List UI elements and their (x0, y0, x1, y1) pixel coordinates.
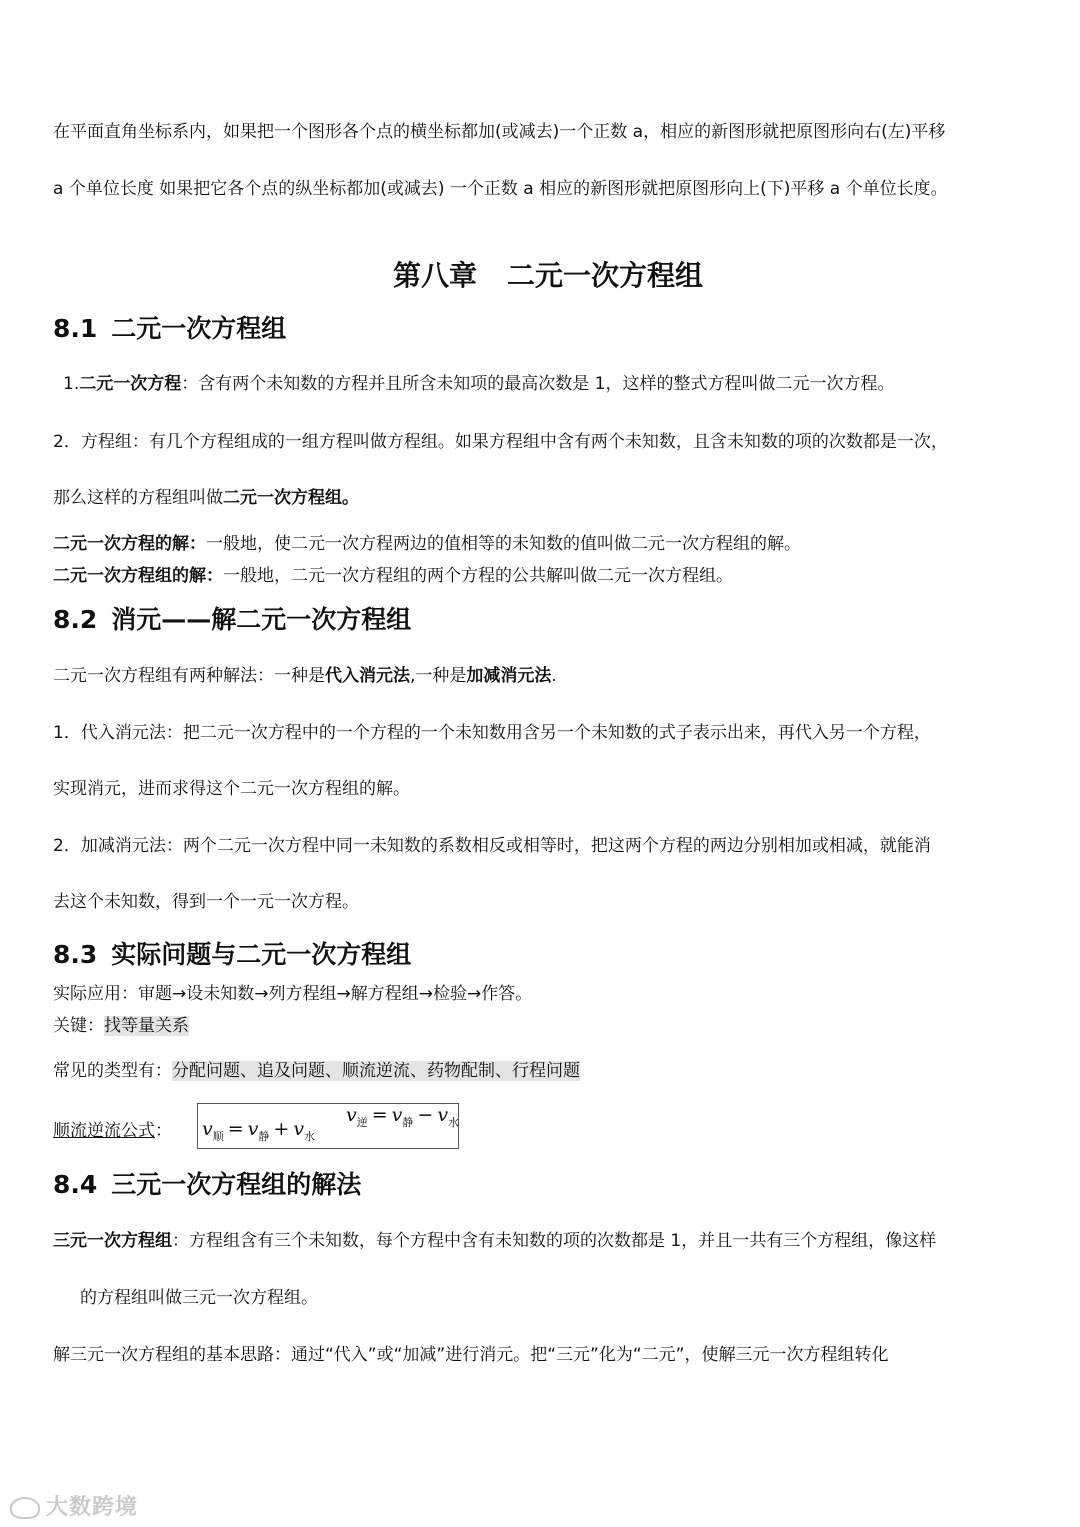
label: 常见的类型有： (53, 1061, 172, 1081)
subscript: 静 (258, 1129, 270, 1143)
s81-paragraph-4 (53, 564, 733, 588)
section-8-3-heading (53, 938, 411, 972)
highlighted-text: 分配问题、追及问题、顺流逆流、药物配制、行程问题 (172, 1061, 580, 1081)
section-title: 三元一次方程组的解法 (111, 1170, 362, 1199)
s83-paragraph-3 (53, 1059, 580, 1083)
s82-paragraph-2-line-1: 1．代入消元法：把二元一次方程中的一个方程的一个未知数用含另一个未知数的式子表示出来，再代入另一个方程， (53, 723, 931, 743)
term: 代入消元法 (325, 666, 410, 686)
s82-paragraph-2-line-2: 实现消元，进而求得这个二元一次方程组的解。 (53, 779, 410, 799)
section-number: 8.3 (53, 940, 98, 969)
subscript: 顺 (212, 1129, 224, 1143)
var: v (346, 1104, 357, 1126)
operator: − (417, 1104, 434, 1126)
intro-line-1: 在平面直角坐标系内，如果把一个图形各个点的横坐标都加(或减去)一个正数 a，相应的新图形就把原图形向右(左)平移 (53, 122, 946, 142)
term: 二元一次方程组。 (223, 488, 359, 508)
s82-paragraph-1 (53, 664, 557, 688)
s84-paragraph-2: 解三元一次方程组的基本思路：通过“代入”或“加减”进行消元。把“三元”化为“二元”，使解三元一次方程组转化 (53, 1345, 889, 1365)
watermark (10, 1490, 138, 1521)
s83-paragraph-2 (53, 1014, 189, 1038)
s81-paragraph-3 (53, 532, 801, 556)
intro-line-2: a 个单位长度 如果把它各个点的纵坐标都加(或减去) 一个正数 a 相应的新图形就把原图形向上(下)平移 a 个单位长度。 (53, 179, 948, 199)
colon: ： (155, 1121, 172, 1141)
var: v (391, 1104, 403, 1126)
s81-paragraph-2-line-1: 2．方程组：有几个方程组成的一组方程叫做方程组。如果方程组中含有两个未知数，且含未知数的项的次数都是一次， (53, 432, 948, 452)
subscript: 水 (304, 1129, 316, 1143)
section-title: 二元一次方程组 (111, 314, 287, 343)
term: 二元一次方程组的解： (53, 566, 223, 586)
var: v (202, 1118, 213, 1140)
definition: ：含有两个未知数的方程并且所含未知项的最高次数是 1，这样的整式方程叫做二元一次方程。 (181, 374, 895, 394)
definition: ：方程组含有三个未知数，每个方程中含有未知数的项的次数都是 1，并且一共有三个方程组，像这样 (172, 1231, 937, 1251)
term: 二元一次方程的解： (53, 534, 206, 554)
text: . (551, 666, 557, 686)
term: 二元一次方程 (79, 374, 182, 394)
operator: + (273, 1118, 290, 1140)
section-number: 8.4 (53, 1170, 98, 1199)
label: 关键： (53, 1016, 104, 1036)
section-8-4-heading (53, 1168, 361, 1202)
var: v (293, 1118, 305, 1140)
var: v (247, 1118, 259, 1140)
var: v (437, 1104, 449, 1126)
label: 顺流逆流公式 (53, 1121, 155, 1141)
section-number: 8.2 (53, 605, 98, 634)
logo-icon (10, 1497, 40, 1519)
s83-formula-label (53, 1119, 172, 1143)
section-title: 实际问题与二元一次方程组 (111, 940, 412, 969)
term: 三元一次方程组 (53, 1231, 172, 1251)
term: 加减消元法 (466, 666, 552, 686)
text: 二元一次方程组有两种解法：一种是 (53, 666, 325, 686)
s82-paragraph-3-line-1: 2．加减消元法：两个二元一次方程中同一未知数的系数相反或相等时，把这两个方程的两边分别相加或相减，就能消 (53, 836, 931, 856)
chapter-number: 第八章 (392, 259, 477, 292)
subscript: 水 (448, 1115, 460, 1129)
current-formula-box (197, 1103, 459, 1149)
section-number: 8.1 (53, 314, 98, 343)
chapter-title (0, 256, 1080, 296)
section-title: 消元——解二元一次方程组 (111, 605, 412, 634)
s82-paragraph-3-line-2: 去这个未知数，得到一个一元一次方程。 (53, 892, 359, 912)
subscript: 静 (402, 1115, 414, 1129)
upstream-formula (346, 1104, 459, 1130)
definition: 一般地，二元一次方程组的两个方程的公共解叫做二元一次方程组。 (223, 566, 733, 586)
downstream-formula (202, 1118, 315, 1144)
subscript: 逆 (356, 1115, 368, 1129)
section-8-2-heading (53, 603, 411, 637)
s81-paragraph-2-line-2 (53, 486, 359, 510)
chapter-name: 二元一次方程组 (507, 259, 704, 292)
operator: = (371, 1104, 388, 1126)
s84-paragraph-1-line-1 (53, 1229, 936, 1253)
s83-paragraph-1: 实际应用：审题→设未知数→列方程组→解方程组→检验→作答。 (53, 984, 533, 1004)
s84-paragraph-1-line-2: 的方程组叫做三元一次方程组。 (80, 1288, 318, 1308)
highlighted-text: 找等量关系 (104, 1016, 189, 1036)
item-number: 1. (63, 374, 80, 394)
operator: = (227, 1118, 244, 1140)
s81-paragraph-1 (63, 372, 894, 396)
watermark-text: 大数跨境 (46, 1495, 139, 1520)
text: 那么这样的方程组叫做 (53, 488, 223, 508)
section-8-1-heading (53, 312, 286, 346)
definition: 一般地，使二元一次方程两边的值相等的未知数的值叫做二元一次方程组的解。 (206, 534, 801, 554)
text: ,一种是 (410, 666, 467, 686)
